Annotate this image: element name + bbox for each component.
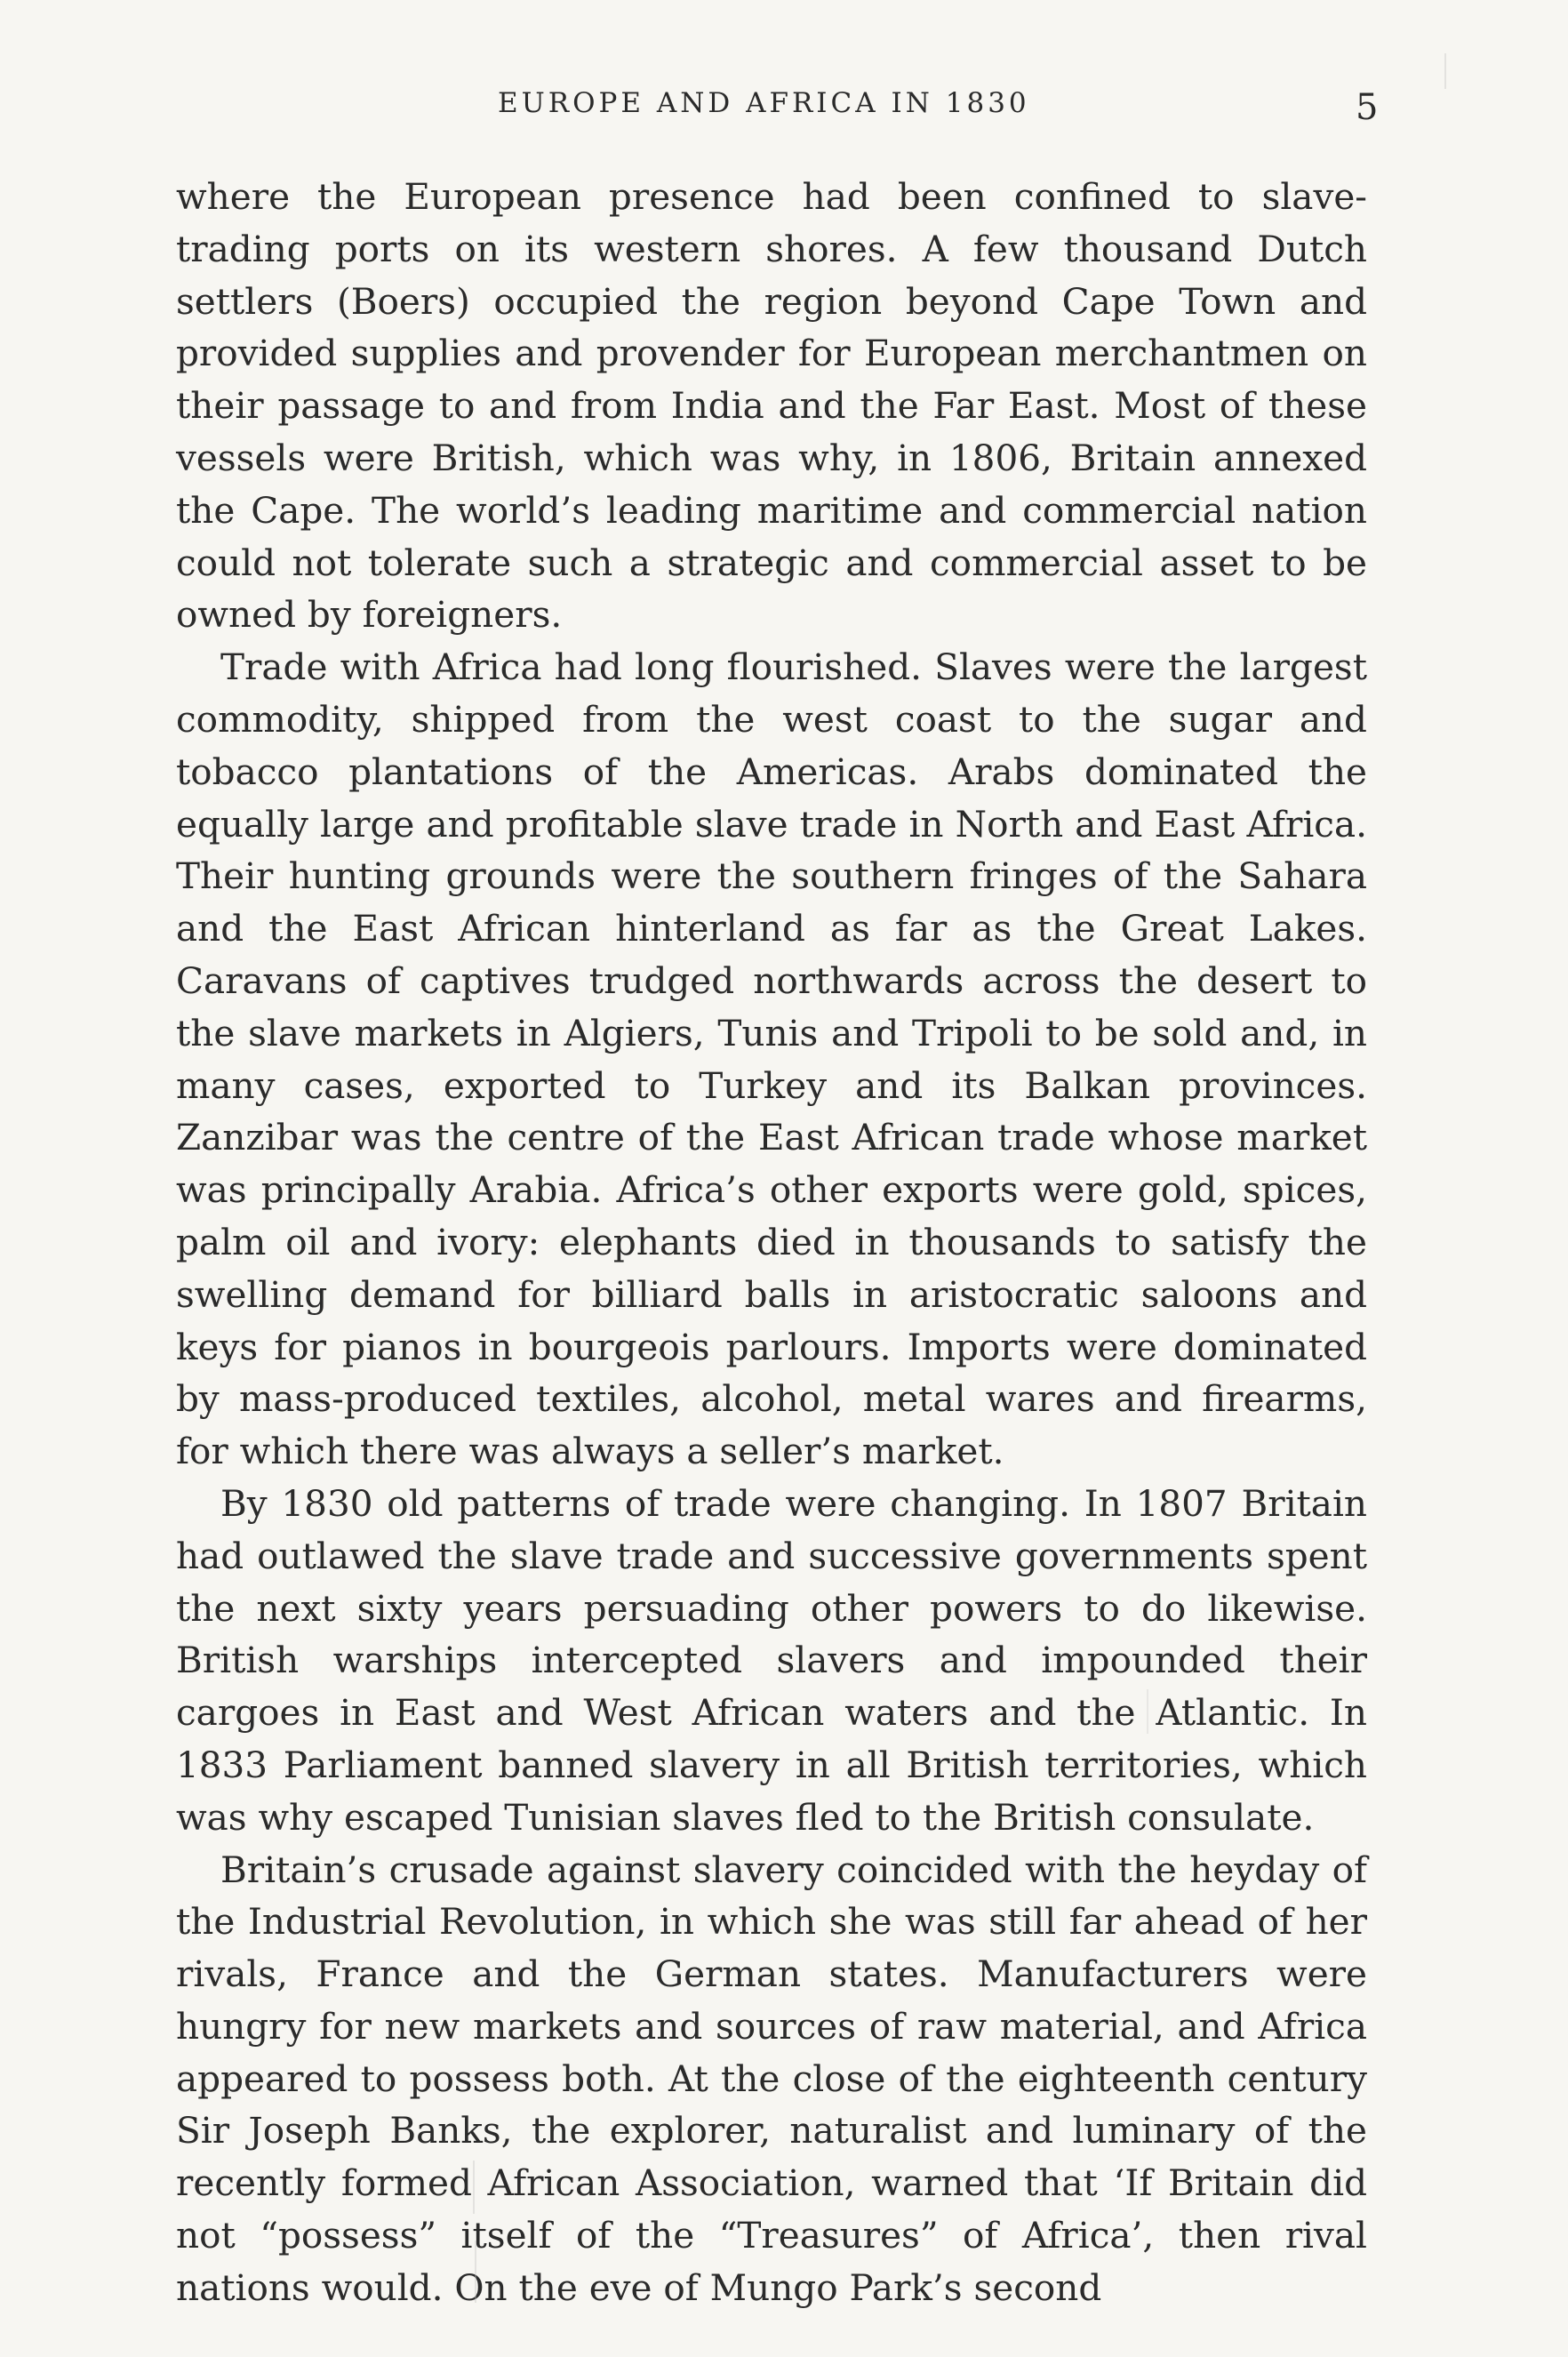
paragraph: Trade with Africa had long flourished. Slaves were the largest commodity, shipped from the west coast to the sugar and tobacco plantations of the Americas. Arabs dominated the equally large and profitable slave trade in North and East Africa. Their hunting grounds were the southern fringes of the Sahara and the East African hinterland as far as the Great Lakes. Caravans of captives trudged northwards across the desert to the slave markets in Algiers, Tunis and Tripoli to be sold and, in many cases, exported to Turkey and its Balkan provinces. Zanzibar was the centre of the East African trade whose market was principally Arabia. Africa’s other exports were gold, spices, palm oil and ivory: elephants died in thousands to satisfy the swelling demand for billiard balls in aristocratic saloons and keys for pianos in bourgeois parlours. Imports were dominated by mass-produced textiles, alcohol, metal wares and firearms, for which there was always a seller’s market. (176, 645, 1367, 1473)
scan-artifact (473, 2161, 475, 2214)
scan-artifact (475, 2241, 476, 2303)
paragraph: Britain’s crusade against slavery coincided with the heyday of the Industrial Revolution, in which she was still far ahead of her rivals, France and the German states. Manufacturers were hungry for new markets and sources of raw material, and Africa appeared to possess both. At the close of the eighteenth century Sir Joseph Banks, the explorer, naturalist and luminary of the recently formed African Association, warned that ‘If Britain did not “possess” itself of the “Treasures” of Africa’, then rival nations would. On the eve of Mungo Park’s second (176, 1848, 1367, 2309)
paragraph: By 1830 old patterns of trade were changing. In 1807 Britain had outlawed the slave trade and successive governments spent the next sixty years persuading other powers to do likewise. British warships intercepted slavers and impounded their cargoes in East and West African waters and the Atlantic. In 1833 Parliament banned slavery in all British territories, which was why escaped Tunisian slaves fled to the British consulate. (176, 1481, 1367, 1839)
scan-artifact (1147, 1689, 1148, 1734)
scan-artifact (1444, 53, 1446, 89)
paragraph: where the European presence had been confined to slave-trading ports on its western shores. A few thousand Dutch settlers (Boers) occupied the region beyond Cape Town and provided supplies and provender for European merchantmen on their passage to and from India and the Far East. Most of these vessels were British, which was why, in 1806, Britain annexed the Cape. The world’s leading maritime and commercial nation could not tolerate such a strategic and commercial asset to be owned by foreigners. (176, 175, 1367, 637)
running-head: EUROPE AND AFRICA IN 1830 (498, 87, 1030, 119)
page-number: 5 (1356, 87, 1379, 128)
body-text (176, 171, 1367, 2314)
